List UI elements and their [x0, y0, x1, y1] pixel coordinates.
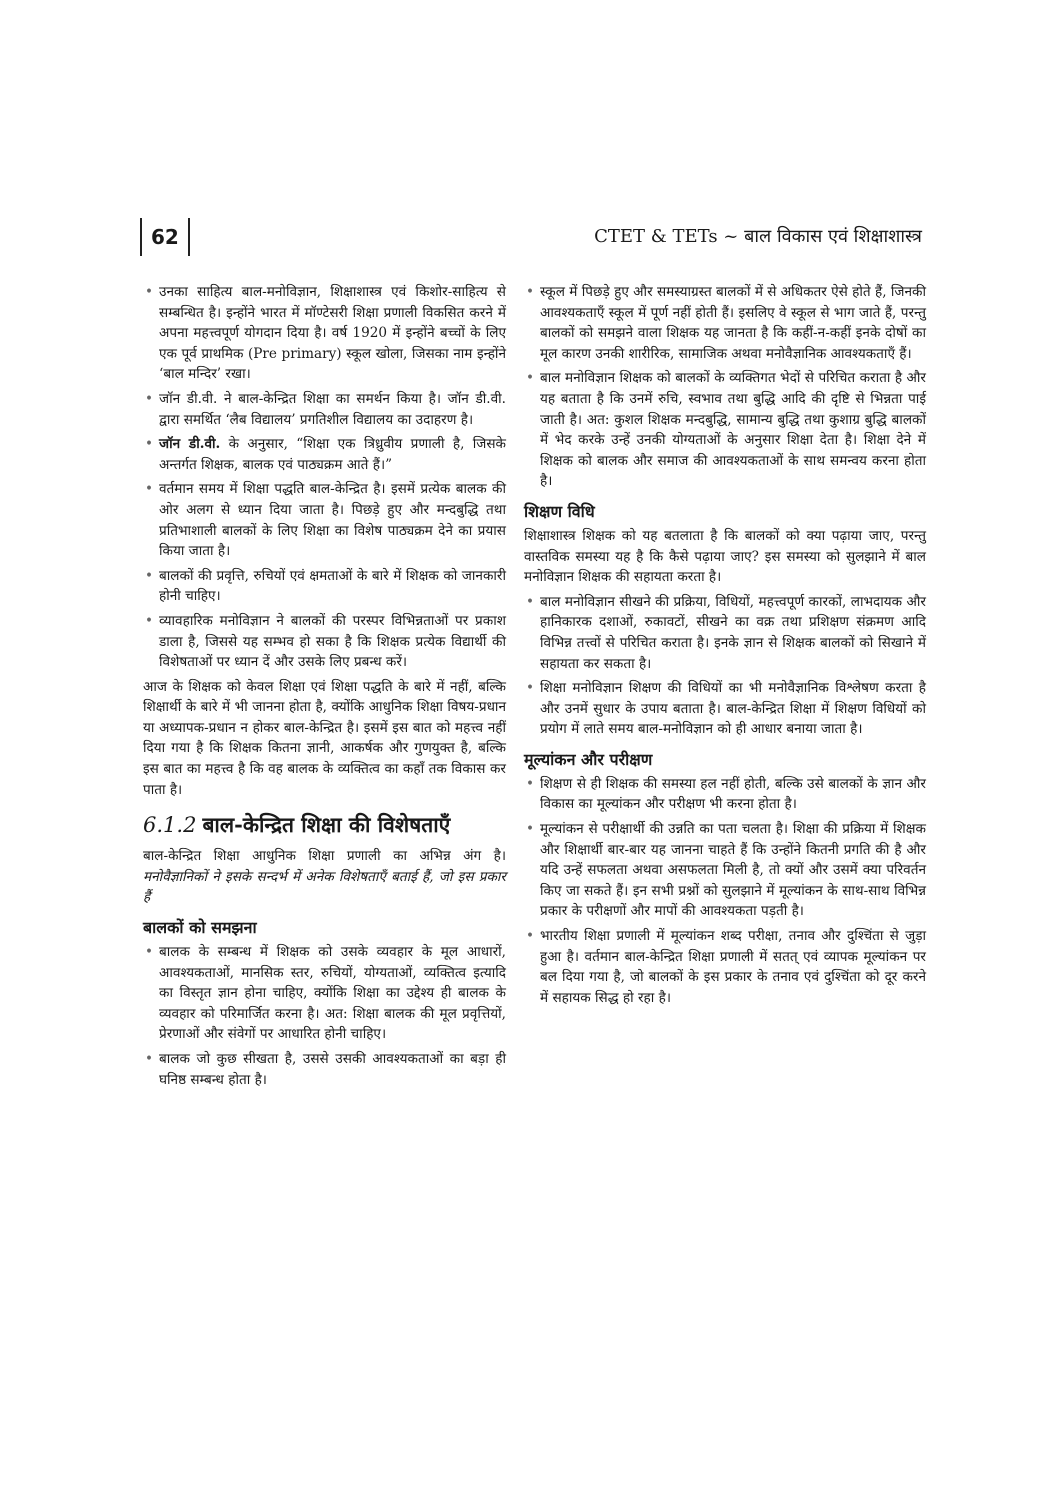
right-column — [524, 282, 926, 1012]
body-paragraph: आज के शिक्षक को केवल शिक्षा एवं शिक्षा पद्धति के बारे में नहीं, बल्कि शिक्षार्थी के बारे में भी जानना होता है, क्योंकि आधुनिक शिक्षा विषय-प्रधान या अध्यापक-प्रधान न होकर बाल-केन्द्रित है। इसमें इस बात को महत्त्व नहीं दिया गया है कि शिक्षक कितना ज्ञानी, आकर्षक और गुणयुक्त है, बल्कि इस बात का महत्त्व है कि वह बालक के व्यक्तित्व का कहाँ तक विकास कर पाता है। — [143, 678, 506, 798]
dewey-quote: के अनुसार, “शिक्षा एक त्रिध्रुवीय प्रणाली है, जिसके अन्तर्गत शिक्षक, बालक एवं पाठ्यक्रम आते हैं।” — [159, 436, 506, 473]
subheading-evaluation: मूल्यांकन और परीक्षण — [524, 749, 653, 769]
list-item: • जॉन डी.वी. ने बाल-केन्द्रित शिक्षा का समर्थन किया है। जॉन डी.वी. द्वारा समर्थित ‘लैब विद्यालय’ प्रगतिशील विद्यालय का उदाहरण है। — [143, 389, 506, 430]
section-heading — [143, 810, 506, 840]
subheading: बालकों को समझना — [143, 918, 257, 938]
list-item: • मूल्यांकन से परीक्षार्थी की उन्नति का पता चलता है। शिक्षा की प्रक्रिया में शिक्षक और शिक्षार्थी बार-बार यह जानना चाहते हैं कि उन्होंने कितनी प्रगति की है और यदि उन्हें सफलता अथवा असफलता मिली है, तो क्यों और उसमें क्या परिवर्तन किए जा सकते हैं। इन सभी प्रश्नों को सुलझाने में मूल्यांकन के साथ-साथ विभिन्न प्रकार के परीक्षणों और मापों की आवश्यकता पड़ती है। — [524, 819, 926, 922]
section-number: 6.1.2 — [143, 813, 197, 838]
list-item: • बालक के सम्बन्ध में शिक्षक को उसके व्यवहार के मूल आधारों, आवश्यकताओं, मानसिक स्तर, रुचियों, योग्यताओं, व्यक्तित्व इत्यादि का विस्तृत ज्ञान होना चाहिए, क्योंकि शिक्षा का उद्देश्य ही बालक के व्यवहार को परिमार्जित करना है। अत: शिक्षा बालक की मूल प्रवृत्तियों, प्रेरणाओं और संवेगों पर आधारित होनी चाहिए। — [143, 942, 506, 1045]
section-intro — [143, 846, 506, 908]
list-item: • बाल मनोविज्ञान शिक्षक को बालकों के व्यक्तिगत भेदों से परिचित कराता है और यह बताता है कि उनमें रुचि, स्वभाव तथा बुद्धि आदि की दृष्टि से भिन्नता पाई जाती है। अत: कुशल शिक्षक मन्दबुद्धि, सामान्य बुद्धि तथा कुशाग्र बुद्धि बालकों में भेद करके उन्हें उनकी योग्यताओं के अनुसार शिक्षा देता है। शिक्षा देने में शिक्षक को बालक और समाज की आवश्यकताओं के साथ समन्वय करना होता है। — [524, 368, 926, 492]
subheading-teaching-method: शिक्षण विधि — [524, 501, 595, 521]
body-paragraph: शिक्षाशास्त्र शिक्षक को यह बतलाता है कि बालकों को क्या पढ़ाया जाए, परन्तु वास्तविक समस्या यह है कि कैसे पढ़ाया जाए? इस समस्या को सुलझाने में बाल मनोविज्ञान शिक्षक की सहायता करता है। — [524, 527, 926, 586]
bullet-list — [524, 774, 926, 1009]
bullet-list — [524, 282, 926, 492]
dewey-name: जॉन डी.वी. — [159, 436, 221, 453]
bullet-list — [143, 282, 506, 673]
book-title: CTET & TETs ~ बाल विकास एवं शिक्षाशास्त्र — [594, 226, 922, 247]
list-item: • व्यावहारिक मनोविज्ञान ने बालकों की परस्पर विभिन्नताओं पर प्रकाश डाला है, जिससे यह सम्भव हो सका है कि शिक्षक प्रत्येक विद्यार्थी की विशेषताओं पर ध्यान दें और उसके लिए प्रबन्ध करें। — [143, 611, 506, 673]
list-item: • बालक जो कुछ सीखता है, उससे उसकी आवश्यकताओं का बड़ा ही घनिष्ठ सम्बन्ध होता है। — [143, 1049, 506, 1090]
section-intro-plain: बाल-केन्द्रित शिक्षा आधुनिक शिक्षा प्रणाली का अभिन्न अंग है। — [143, 848, 506, 865]
list-item: • शिक्षा मनोविज्ञान शिक्षण की विधियों का भी मनोवैज्ञानिक विश्लेषण करता है और उनमें सुधार के उपाय बताता है। बाल-केन्द्रित शिक्षा में शिक्षण विधियों को प्रयोग में लाते समय बाल-मनोविज्ञान को ही आधार बनाया जाता है। — [524, 678, 926, 740]
list-item: • बालकों की प्रवृत्ति, रुचियों एवं क्षमताओं के बारे में शिक्षक को जानकारी होनी चाहिए। — [143, 566, 506, 607]
left-column — [143, 282, 506, 1094]
list-item: • स्कूल में पिछड़े हुए और समस्याग्रस्त बालकों में से अधिकतर ऐसे होते हैं, जिनकी आवश्यकताएँ स्कूल में पूर्ण नहीं होती हैं। इसलिए वे स्कूल से भाग जाते हैं, परन्तु बालकों को समझने वाला शिक्षक यह जानता है कि कहीं-न-कहीं इनके दोषों का मूल कारण उनकी शारीरिक, सामाजिक अथवा मनोवैज्ञानिक आवश्यकताएँ हैं। — [524, 282, 926, 364]
bullet-list — [143, 942, 506, 1090]
bullet-list — [524, 592, 926, 740]
list-item-dewey — [143, 434, 506, 475]
page-header — [140, 218, 922, 258]
section-intro-italic: मनोवैज्ञानिकों ने इसके सन्दर्भ में अनेक विशेषताएँ बताई हैं, जो इस प्रकार हैं — [143, 868, 506, 906]
list-item: • शिक्षण से ही शिक्षक की समस्या हल नहीं होती, बल्कि उसे बालकों के ज्ञान और विकास का मूल्यांकन और परीक्षण भी करना होता है। — [524, 774, 926, 815]
list-item: • बाल मनोविज्ञान सीखने की प्रक्रिया, विधियों, महत्त्वपूर्ण कारकों, लाभदायक और हानिकारक दशाओं, रुकावटों, सीखने का वक्र तथा प्रशिक्षण संक्रमण आदि विभिन्न तत्त्वों से परिचित कराता है। इनके ज्ञान से शिक्षक बालकों को सिखाने में सहायता कर सकता है। — [524, 592, 926, 674]
list-item: • उनका साहित्य बाल-मनोविज्ञान, शिक्षाशास्त्र एवं किशोर-साहित्य से सम्बन्धित है। इन्होंने भारत में मॉण्टेसरी शिक्षा प्रणाली विकसित करने में अपना महत्त्वपूर्ण योगदान दिया है। वर्ष 1920 में इन्होंने बच्चों के लिए एक पूर्व प्राथमिक (Pre primary) स्कूल खोला, जिसका नाम इन्होंने ‘बाल मन्दिर’ रखा। — [143, 282, 506, 385]
list-item: • भारतीय शिक्षा प्रणाली में मूल्यांकन शब्द परीक्षा, तनाव और दुश्चिंता से जुड़ा हुआ है। वर्तमान बाल-केन्द्रित शिक्षा प्रणाली में सतत् एवं व्यापक मूल्यांकन पर बल दिया गया है, जो बालकों के इस प्रकार के तनाव एवं दुश्चिंता को दूर करने में सहायक सिद्ध हो रहा है। — [524, 926, 926, 1008]
list-item: • वर्तमान समय में शिक्षा पद्धति बाल-केन्द्रित है। इसमें प्रत्येक बालक की ओर अलग से ध्यान दिया जाता है। पिछड़े हुए और मन्दबुद्धि तथा प्रतिभाशाली बालकों के लिए शिक्षा का विशेष पाठ्यक्रम देने का प्रयास किया जाता है। — [143, 479, 506, 561]
page-number: 62 — [140, 218, 190, 256]
section-title: बाल-केन्द्रित शिक्षा की विशेषताएँ — [202, 812, 451, 838]
